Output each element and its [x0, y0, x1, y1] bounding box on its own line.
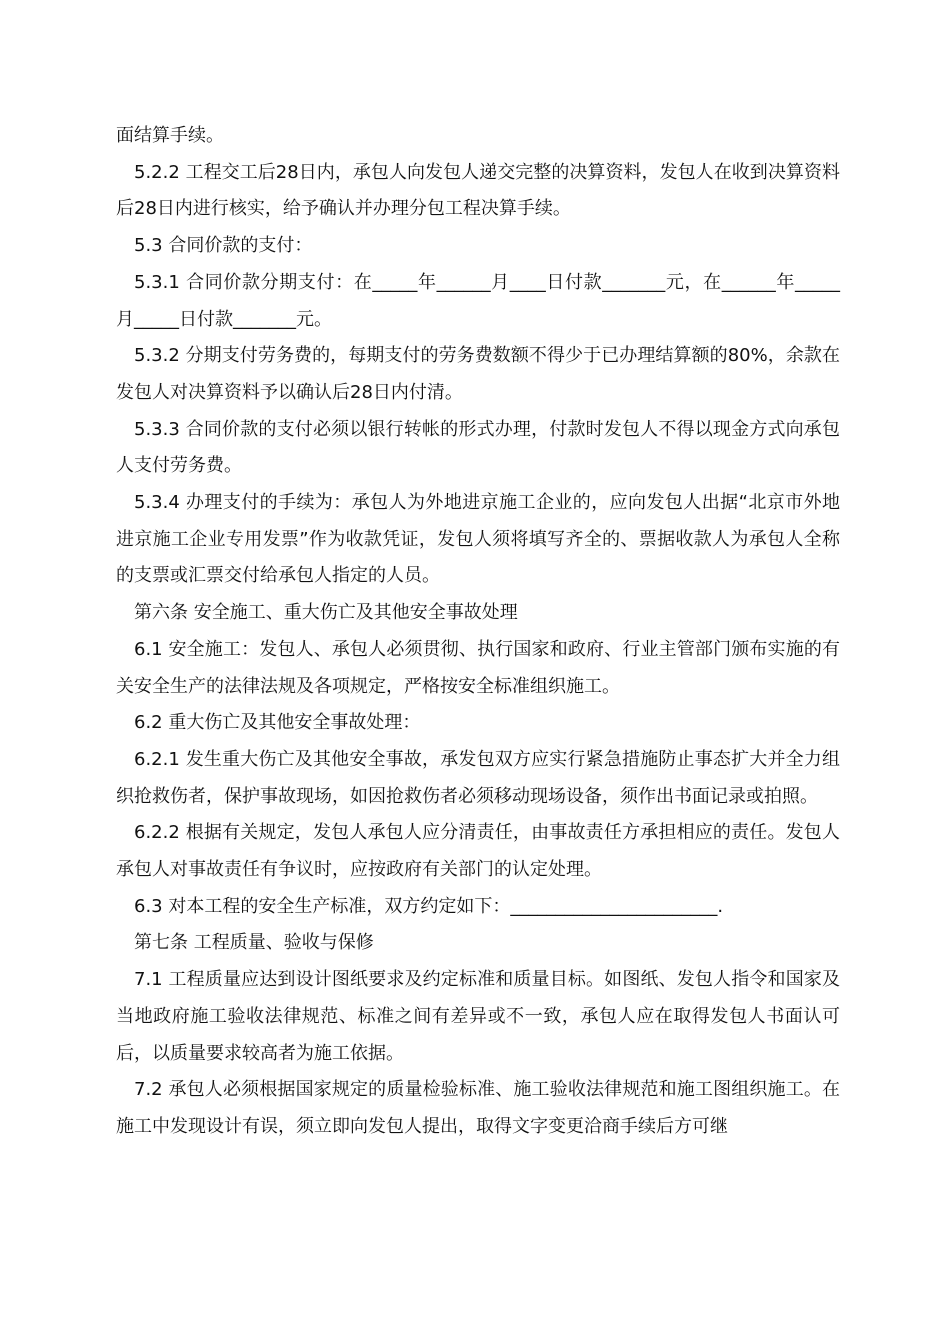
paragraph-7-1: 7.1 工程质量应达到设计图纸要求及约定标准和质量目标。如图纸、发包人指令和国家及当地政府施工验收法律规范、标准之间有差异或不一致，承包人应在取得发包人书面认可后，以质量要求较高者为施工依据。 — [116, 969, 840, 1064]
paragraph-6-3: 6.3 对本工程的安全生产标准，双方约定如下：_______________________. — [134, 895, 724, 917]
paragraph-7-2: 7.2 承包人必须根据国家规定的质量检验标准、施工验收法律规范和施工图组织施工。在施工中发现设计有误，须立即向发包人提出，取得文字变更洽商手续后方可继 — [116, 1079, 840, 1137]
heading-6-2: 6.2 重大伤亡及其他安全事故处理： — [134, 712, 421, 734]
paragraph-6-2-1: 6.2.1 发生重大伤亡及其他安全事故，承发包双方应实行紧急措施防止事态扩大并全力组织抢救伤者，保护事故现场，如因抢救伤者必须移动现场设备，须作出书面记录或拍照。 — [116, 748, 840, 807]
article-7-title: 第七条 工程质量、验收与保修 — [134, 932, 374, 954]
paragraph-5-3-4: 5.3.4 办理支付的手续为：承包人为外地进京施工企业的，应向发包人出据“北京市外地进京施工企业专用发票”作为收款凭证，发包人须将填写齐全的、票据收款人为承包人全称的支票或汇票交付给承包人指定的人员。 — [116, 492, 840, 587]
paragraph-5-2-2: 5.2.2 工程交工后28日内，承包人向发包人递交完整的决算资料，发包人在收到决算资料后28日内进行核实，给予确认并办理分包工程决算手续。 — [116, 161, 840, 220]
article-6-title: 第六条 安全施工、重大伤亡及其他安全事故处理 — [134, 602, 518, 624]
paragraph-continuation: 面结算手续。 — [116, 125, 224, 146]
paragraph-5-3-2: 5.3.2 分期支付劳务费的，每期支付的劳务费数额不得少于已办理结算额的80%，余款在发包人对决算资料予以确认后28日内付清。 — [116, 345, 840, 403]
document-page — [116, 118, 840, 1146]
paragraph-6-2-2: 6.2.2 根据有关规定，发包人承包人应分清责任，由事故责任方承担相应的责任。发包人承包人对事故责任有争议时，应按政府有关部门的认定处理。 — [116, 822, 840, 881]
paragraph-6-1: 6.1 安全施工：发包人、承包人必须贯彻、执行国家和政府、行业主管部门颁布实施的有关安全生产的法律法规及各项规定，严格按安全标准组织施工。 — [116, 638, 840, 697]
paragraph-5-3-1: 5.3.1 合同价款分期支付：在_____年______月____日付款_______元，在______年_____月_____日付款_______元。 — [116, 271, 840, 330]
paragraph-5-3-3: 5.3.3 合同价款的支付必须以银行转帐的形式办理，付款时发包人不得以现金方式向承包人支付劳务费。 — [116, 418, 840, 477]
heading-5-3: 5.3 合同价款的支付： — [134, 235, 313, 257]
